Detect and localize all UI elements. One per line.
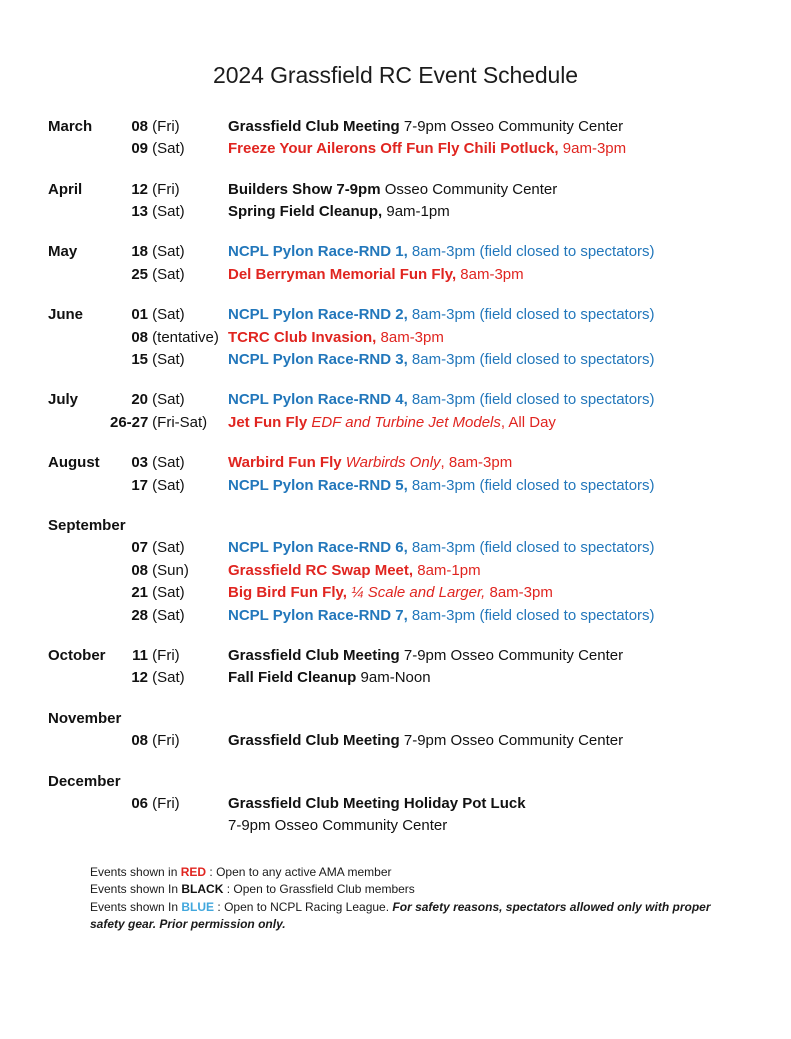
legend-text-fragment: : Open to Grassfield Club members <box>223 882 415 897</box>
schedule-row <box>0 537 791 559</box>
event-text-fragment: 7-9pm Osseo Community Center <box>228 817 448 835</box>
page-title: 2024 Grassfield RC Event Schedule <box>213 62 578 89</box>
day-number: 13 <box>131 202 148 220</box>
date-cell <box>110 537 228 559</box>
event-text-fragment: Grassfield Club Meeting Holiday Pot Luck <box>228 795 526 813</box>
schedule-row <box>0 179 791 201</box>
event-text-fragment: 8am-3pm <box>376 328 444 346</box>
day-number: 26-27 <box>110 413 149 431</box>
date-cell <box>110 793 228 815</box>
month-group <box>0 515 791 627</box>
event-text-fragment: NCPL Pylon Race-RND 6, <box>228 539 408 557</box>
event-text-fragment: Osseo Community Center <box>380 180 558 198</box>
legend-text-fragment: : Open to any active AMA member <box>206 864 392 879</box>
day-number: 07 <box>131 539 148 557</box>
date-cell <box>110 327 228 349</box>
date-cell <box>110 815 228 837</box>
event-description <box>228 116 791 138</box>
date-cell <box>110 241 228 263</box>
legend-line <box>90 899 741 934</box>
event-description <box>228 412 791 434</box>
event-description <box>228 327 791 349</box>
event-text-fragment: 8am-3pm (field closed to spectators) <box>407 243 655 261</box>
day-number: 11 <box>132 647 148 665</box>
date-cell <box>110 605 228 627</box>
schedule-row <box>0 560 791 582</box>
event-description <box>228 537 791 559</box>
schedule-row <box>0 793 791 815</box>
day-of-week: (Sun) <box>148 561 189 579</box>
event-text-fragment: 9am-1pm <box>382 202 450 220</box>
legend-line <box>90 881 741 899</box>
document-page <box>0 15 791 1039</box>
date-cell <box>110 138 228 160</box>
date-cell <box>110 475 228 497</box>
event-text-fragment: 8am-3pm (field closed to spectators) <box>407 306 655 324</box>
schedule-row <box>0 645 791 667</box>
date-cell <box>110 116 228 138</box>
schedule-row <box>0 349 791 371</box>
event-schedule-list <box>0 116 791 838</box>
event-description <box>228 304 791 326</box>
event-text-fragment: Spring Field Cleanup, <box>228 202 383 220</box>
event-text-fragment: 8am-3pm (field closed to spectators) <box>407 606 655 624</box>
day-of-week: (Fri-Sat) <box>148 413 208 431</box>
event-text-fragment: 7-9pm Osseo Community Center <box>399 647 624 665</box>
event-text-fragment: 7-9pm Osseo Community Center <box>399 117 624 135</box>
month-cell: July <box>48 391 79 409</box>
month-group <box>0 708 791 753</box>
month-group <box>0 771 791 838</box>
event-text-fragment: Freeze Your Ailerons Off Fun Fly Chili Potluck, <box>228 140 559 158</box>
schedule-row <box>0 327 791 349</box>
day-number: 08 <box>131 328 148 346</box>
day-of-week: (Sat) <box>148 140 185 158</box>
event-text-fragment: EDF and Turbine Jet Models <box>311 413 501 431</box>
event-text-fragment: NCPL Pylon Race-RND 2, <box>228 306 408 324</box>
day-number: 28 <box>131 606 148 624</box>
color-legend <box>0 864 791 934</box>
event-text-fragment: Fall Field Cleanup <box>228 669 357 687</box>
event-text-fragment: , 8am-3pm <box>440 454 513 472</box>
day-of-week: (Sat) <box>148 454 185 472</box>
schedule-row <box>0 138 791 160</box>
event-text-fragment: 7-9pm Osseo Community Center <box>399 732 624 750</box>
day-of-week: (Sat) <box>148 669 185 687</box>
schedule-row <box>0 264 791 286</box>
event-text-fragment: Del Berryman Memorial Fun Fly, <box>228 265 457 283</box>
event-text-fragment: NCPL Pylon Race-RND 4, <box>228 391 408 409</box>
day-of-week: (Sat) <box>148 243 185 261</box>
schedule-row <box>0 304 791 326</box>
event-description <box>228 349 791 371</box>
event-description <box>228 475 791 497</box>
schedule-row <box>0 201 791 223</box>
schedule-row <box>0 605 791 627</box>
day-of-week: (Sat) <box>148 306 185 324</box>
event-description <box>228 793 791 815</box>
month-group <box>0 116 791 161</box>
event-text-fragment: TCRC Club Invasion, <box>228 328 377 346</box>
legend-text-fragment: : Open to NCPL Racing League. <box>214 899 393 914</box>
day-of-week: (Sat) <box>148 539 185 557</box>
event-text-fragment: 9am-3pm <box>558 140 627 158</box>
day-of-week: (Fri) <box>148 732 180 750</box>
month-label: December <box>48 772 121 790</box>
event-text-fragment: Jet Fun Fly <box>228 413 312 431</box>
day-of-week: (Fri) <box>148 180 180 198</box>
day-of-week: (tentative) <box>148 328 219 346</box>
month-cell: October <box>48 647 106 665</box>
month-cell: April <box>48 180 83 198</box>
event-text-fragment: 8am-3pm <box>456 265 524 283</box>
event-text-fragment: NCPL Pylon Race-RND 3, <box>228 350 408 368</box>
event-description <box>228 389 791 411</box>
event-description <box>228 452 791 474</box>
date-cell <box>110 582 228 604</box>
month-cell: June <box>48 306 84 324</box>
month-label: September <box>48 516 126 534</box>
day-of-week: (Sat) <box>148 476 185 494</box>
legend-text-fragment: Events shown In <box>90 899 182 914</box>
event-text-fragment: 8am-1pm <box>413 561 481 579</box>
event-text-fragment: Grassfield RC Swap Meet, <box>228 561 414 579</box>
event-description <box>228 815 791 837</box>
day-number: 08 <box>131 561 148 579</box>
event-text-fragment: Big Bird Fun Fly, <box>228 584 352 602</box>
day-number: 18 <box>131 243 148 261</box>
date-cell <box>110 560 228 582</box>
month-label: November <box>48 709 122 727</box>
schedule-row <box>0 241 791 263</box>
event-description <box>228 241 791 263</box>
schedule-row <box>0 475 791 497</box>
event-text-fragment: NCPL Pylon Race-RND 1, <box>228 243 408 261</box>
date-cell <box>110 452 228 474</box>
schedule-row <box>0 815 791 837</box>
month-group <box>0 304 791 371</box>
day-of-week: (Sat) <box>148 265 185 283</box>
month-cell: March <box>48 117 93 135</box>
event-text-fragment: NCPL Pylon Race-RND 7, <box>228 606 408 624</box>
event-description <box>228 264 791 286</box>
event-text-fragment: Builders Show 7-9pm <box>228 180 381 198</box>
month-group <box>0 241 791 286</box>
legend-text-fragment: Events shown In <box>90 882 182 897</box>
day-of-week: (Fri) <box>148 117 180 135</box>
day-number: 21 <box>131 584 148 602</box>
day-number: 25 <box>131 265 148 283</box>
day-number: 09 <box>131 140 148 158</box>
event-description <box>228 605 791 627</box>
event-description <box>228 138 791 160</box>
date-cell <box>110 304 228 326</box>
event-text-fragment: NCPL Pylon Race-RND 5, <box>228 476 408 494</box>
schedule-row <box>0 116 791 138</box>
event-text-fragment: Grassfield Club Meeting <box>228 647 400 665</box>
event-text-fragment: Warbirds Only <box>345 454 441 472</box>
date-cell <box>110 349 228 371</box>
schedule-row <box>0 730 791 752</box>
event-description <box>228 582 791 604</box>
date-cell <box>110 264 228 286</box>
date-cell <box>110 412 228 434</box>
event-text-fragment: Grassfield Club Meeting <box>228 117 400 135</box>
day-number: 20 <box>131 391 148 409</box>
event-text-fragment: 8am-3pm (field closed to spectators) <box>407 350 655 368</box>
day-of-week: (Sat) <box>148 202 185 220</box>
event-text-fragment: Grassfield Club Meeting <box>228 732 400 750</box>
legend-line <box>90 864 741 882</box>
schedule-row <box>0 582 791 604</box>
event-text-fragment: 8am-3pm (field closed to spectators) <box>407 391 655 409</box>
month-group <box>0 645 791 690</box>
day-number: 12 <box>131 180 148 198</box>
date-cell <box>110 730 228 752</box>
day-of-week: (Sat) <box>148 606 185 624</box>
legend-text-fragment: Events shown in <box>90 864 181 879</box>
event-text-fragment: 8am-3pm <box>485 584 553 602</box>
day-number: 06 <box>131 795 148 813</box>
day-number: 12 <box>131 669 148 687</box>
day-number: 08 <box>131 117 148 135</box>
event-text-fragment: 8am-3pm (field closed to spectators) <box>407 476 655 494</box>
date-cell <box>110 667 228 689</box>
month-group <box>0 179 791 224</box>
event-text-fragment: ¼ Scale and Larger, <box>351 584 486 602</box>
date-cell <box>110 179 228 201</box>
legend-text-fragment: BLACK <box>181 882 224 897</box>
day-number: 17 <box>131 476 148 494</box>
day-of-week: (Sat) <box>148 350 185 368</box>
event-description <box>228 201 791 223</box>
event-text-fragment: Warbird Fun Fly <box>228 454 346 472</box>
day-of-week: (Sat) <box>148 391 185 409</box>
event-description <box>228 667 791 689</box>
event-description <box>228 560 791 582</box>
date-cell <box>110 201 228 223</box>
event-text-fragment: 8am-3pm (field closed to spectators) <box>407 539 655 557</box>
schedule-row <box>0 389 791 411</box>
event-description <box>228 179 791 201</box>
event-text-fragment: 9am-Noon <box>356 669 431 687</box>
date-cell <box>110 389 228 411</box>
day-of-week: (Sat) <box>148 584 185 602</box>
event-text-fragment: , All Day <box>500 413 556 431</box>
day-number: 08 <box>131 732 148 750</box>
event-description <box>228 730 791 752</box>
month-group <box>0 452 791 497</box>
legend-text-fragment: BLUE <box>181 899 215 914</box>
day-of-week: (Fri) <box>148 795 180 813</box>
schedule-row <box>0 667 791 689</box>
event-description <box>228 645 791 667</box>
schedule-row <box>0 452 791 474</box>
month-group <box>0 389 791 434</box>
month-cell: May <box>48 243 78 261</box>
date-cell <box>110 645 228 667</box>
legend-text-fragment: RED <box>180 864 207 879</box>
month-cell: August <box>48 454 100 472</box>
day-number: 15 <box>131 350 148 368</box>
day-number: 03 <box>131 454 148 472</box>
day-number: 01 <box>131 306 148 324</box>
schedule-row <box>0 412 791 434</box>
legend-text-fragment: For safety reasons, spectators allowed only with proper safety gear. Prior permission only. <box>90 899 711 932</box>
day-of-week: (Fri) <box>148 647 180 665</box>
